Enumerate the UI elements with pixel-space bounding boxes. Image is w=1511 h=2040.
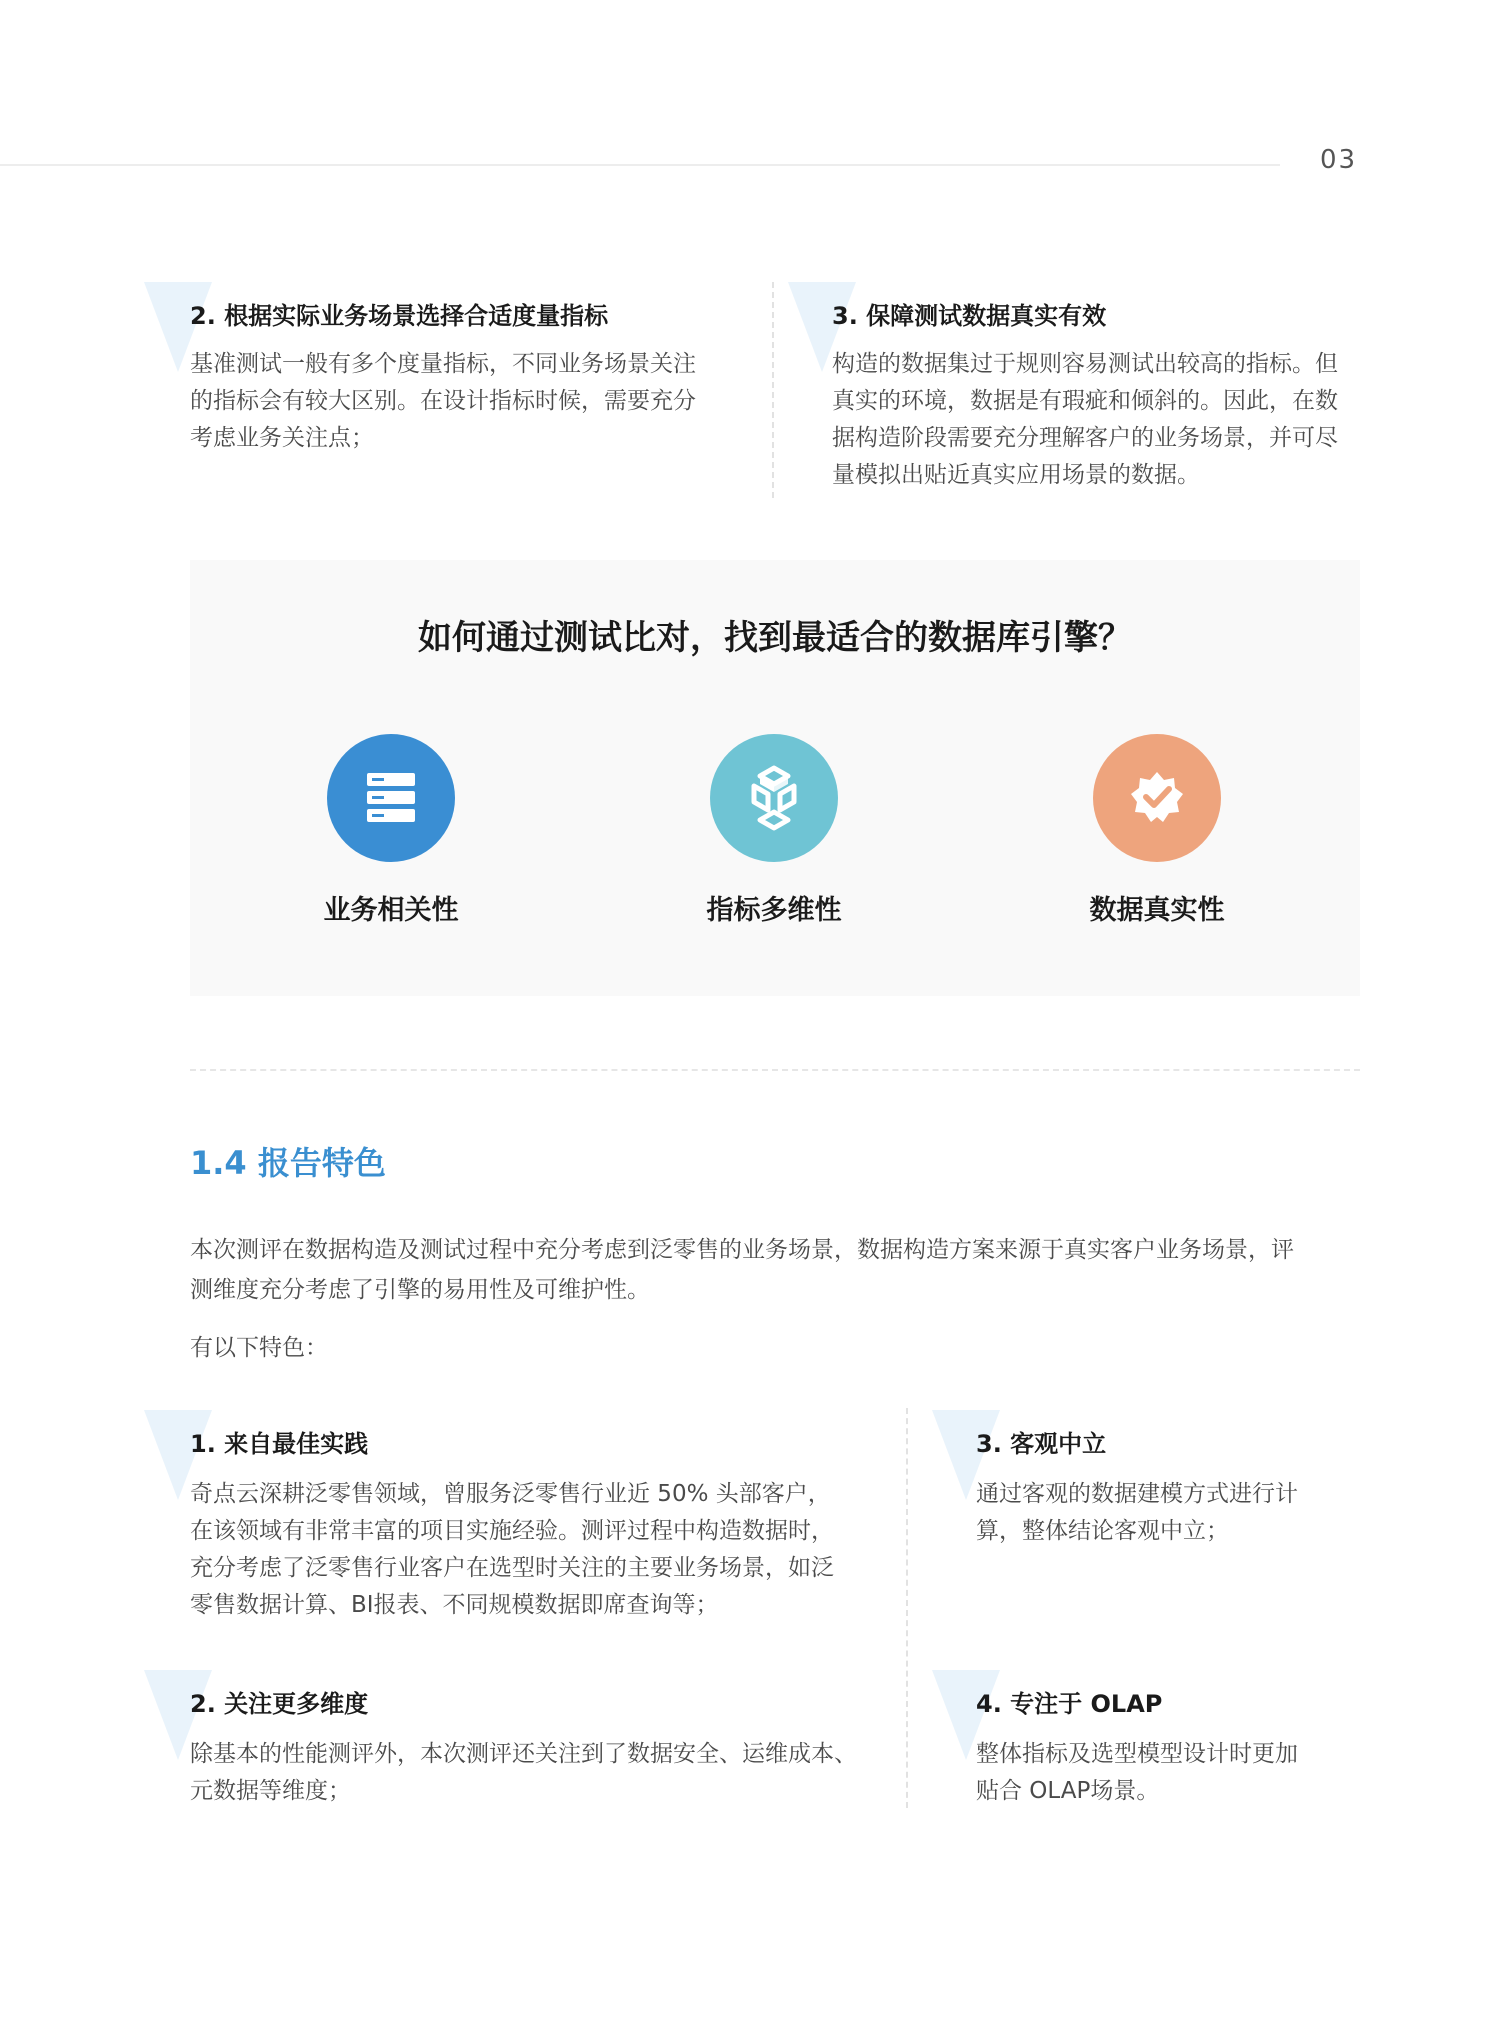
body-line: 整体指标及选型模型设计时更加	[976, 1741, 1298, 1767]
lead-text: 有以下特色：	[190, 1335, 328, 1361]
feature-panel	[190, 560, 1360, 996]
body-line: 除基本的性能测评外，本次测评还关注到了数据安全、运维成本、	[190, 1741, 857, 1767]
verified-badge-icon	[1093, 734, 1221, 862]
body-line: 的指标会有较大区别。在设计指标时候，需要充分	[190, 388, 696, 414]
body-line: 充分考虑了泛零售行业客户在选型时关注的主要业务场景，如泛	[190, 1555, 834, 1581]
feature-label: 业务相关性	[323, 895, 459, 926]
intro-line: 本次测评在数据构造及测试过程中充分考虑到泛零售的业务场景，数据构造方案来源于真实客户业务场景，评	[190, 1237, 1294, 1263]
section-divider	[190, 1069, 1360, 1071]
header-rule	[0, 164, 1280, 166]
feature-title: 2. 关注更多维度	[190, 1690, 369, 1718]
feature-title: 3. 客观中立	[976, 1430, 1107, 1458]
body-line: 通过客观的数据建模方式进行计	[976, 1481, 1298, 1507]
body-line: 在该领域有非常丰富的项目实施经验。测评过程中构造数据时，	[190, 1518, 834, 1544]
column-divider	[906, 1408, 908, 1808]
server-stack-icon	[327, 734, 455, 862]
feature-body	[976, 1736, 1376, 1810]
section-title: 1.4 报告特色	[190, 1144, 386, 1182]
body-line: 考虑业务关注点；	[190, 425, 374, 451]
body-line: 基准测试一般有多个度量指标，不同业务场景关注	[190, 351, 696, 377]
feature-label: 数据真实性	[1089, 895, 1225, 926]
body-line: 构造的数据集过于规则容易测试出较高的指标。但	[832, 351, 1338, 377]
item-title: 2. 根据实际业务场景选择合适度量指标	[190, 302, 609, 330]
intro-paragraph	[190, 1230, 1362, 1310]
feature-title: 1. 来自最佳实践	[190, 1430, 369, 1458]
column-divider	[772, 282, 774, 498]
body-line: 算，整体结论客观中立；	[976, 1518, 1229, 1544]
feature-body	[976, 1476, 1376, 1550]
body-line: 真实的环境，数据是有瑕疵和倾斜的。因此，在数	[832, 388, 1338, 414]
feature-title: 4. 专注于 OLAP	[976, 1690, 1163, 1718]
body-line: 零售数据计算、BI报表、不同规模数据即席查询等；	[190, 1592, 719, 1618]
body-line: 元数据等维度；	[190, 1778, 351, 1804]
body-line: 量模拟出贴近真实应用场景的数据。	[832, 462, 1200, 488]
body-line: 据构造阶段需要充分理解客户的业务场景，并可尽	[832, 425, 1338, 451]
panel-title: 如何通过测试比对，找到最适合的数据库引擎？	[418, 618, 1132, 658]
intro-line: 测维度充分考虑了引擎的易用性及可维护性。	[190, 1277, 650, 1303]
body-line: 贴合 OLAP场景。	[976, 1778, 1160, 1804]
item-title: 3. 保障测试数据真实有效	[832, 302, 1107, 330]
item-body	[190, 346, 750, 457]
page-number: 03	[1320, 145, 1358, 175]
item-body	[832, 346, 1372, 494]
feature-body	[190, 1736, 890, 1810]
body-line: 奇点云深耕泛零售领域，曾服务泛零售行业近 50% 头部客户，	[190, 1481, 831, 1507]
feature-body	[190, 1476, 890, 1624]
feature-label: 指标多维性	[706, 895, 842, 926]
cubes-icon	[710, 734, 838, 862]
